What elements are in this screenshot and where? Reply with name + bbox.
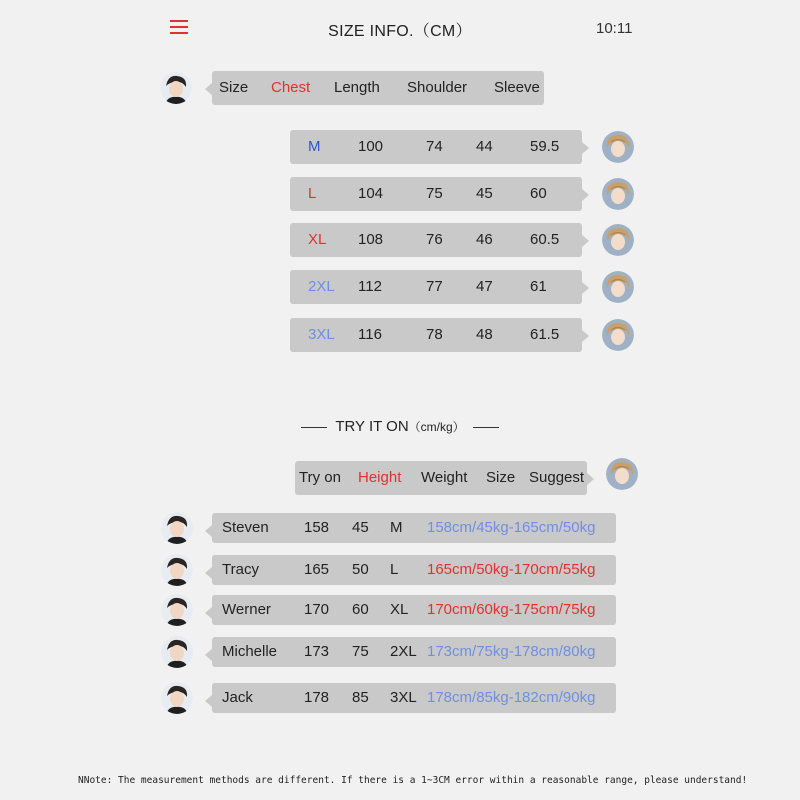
sleeve-value: 60 (530, 185, 547, 202)
try-header-size: Size (486, 469, 516, 486)
blonde-avatar-icon (606, 458, 638, 490)
person-name: Steven (222, 519, 269, 536)
blonde-avatar-icon (602, 271, 634, 303)
try-on-row (212, 595, 616, 625)
chest-value: 104 (358, 185, 384, 202)
blonde-avatar-icon (602, 224, 634, 256)
size-label: XL (308, 231, 327, 248)
person-size: XL (390, 601, 409, 618)
person-height: 178 (304, 689, 330, 706)
person-weight: 50 (352, 561, 369, 578)
dark-haired-avatar-icon (160, 72, 192, 104)
size-label: 2XL (308, 278, 335, 295)
dark-haired-avatar-icon (161, 636, 193, 668)
person-size: 3XL (390, 689, 417, 706)
page-title: SIZE INFO.（CM） (328, 23, 472, 40)
chest-value: 108 (358, 231, 384, 248)
person-name: Werner (222, 601, 271, 618)
person-suggest: 173cm/75kg-178cm/80kg (427, 643, 596, 660)
person-suggest: 158cm/45kg-165cm/50kg (427, 519, 596, 536)
person-height: 173 (304, 643, 330, 660)
size-header-sleeve: Sleeve (494, 79, 540, 96)
measurement-note: NNote: The measurement methods are different. If there is a 1~3CM error within a reasonable range, please understand! (78, 775, 748, 786)
try-header-suggest: Suggest (529, 469, 585, 486)
size-row (290, 223, 582, 257)
blonde-avatar-icon (602, 178, 634, 210)
person-suggest: 178cm/85kg-182cm/90kg (427, 689, 596, 706)
size-row (290, 270, 582, 304)
length-value: 74 (426, 138, 443, 155)
person-weight: 45 (352, 519, 369, 536)
size-label: L (308, 185, 317, 202)
size-header-length: Length (334, 79, 380, 96)
person-size: L (390, 561, 399, 578)
dark-haired-avatar-icon (161, 554, 193, 586)
person-height: 158 (304, 519, 330, 536)
length-value: 76 (426, 231, 443, 248)
person-suggest: 170cm/60kg-175cm/75kg (427, 601, 596, 618)
sleeve-value: 59.5 (530, 138, 560, 155)
person-size: 2XL (390, 643, 417, 660)
person-height: 165 (304, 561, 330, 578)
person-weight: 75 (352, 643, 369, 660)
size-row (290, 318, 582, 352)
shoulder-value: 47 (476, 278, 493, 295)
shoulder-value: 45 (476, 185, 493, 202)
sleeve-value: 60.5 (530, 231, 560, 248)
person-name: Tracy (222, 561, 259, 578)
person-name: Jack (222, 689, 253, 706)
try-header-height: Height (358, 469, 402, 486)
sleeve-value: 61 (530, 278, 547, 295)
person-weight: 85 (352, 689, 369, 706)
size-label: M (308, 138, 321, 155)
size-row (290, 130, 582, 164)
dark-haired-avatar-icon (161, 512, 193, 544)
try-on-title: TRY IT ON（cm/kg） (0, 418, 800, 435)
dark-haired-avatar-icon (161, 594, 193, 626)
size-label: 3XL (308, 326, 335, 343)
blonde-avatar-icon (602, 319, 634, 351)
try-on-header-bubble (295, 461, 587, 495)
size-header-shoulder: Shoulder (407, 79, 468, 96)
shoulder-value: 48 (476, 326, 493, 343)
try-on-row (212, 555, 616, 585)
try-on-row (212, 637, 616, 667)
sleeve-value: 61.5 (530, 326, 560, 343)
person-suggest: 165cm/50kg-170cm/55kg (427, 561, 596, 578)
length-value: 78 (426, 326, 443, 343)
chest-value: 112 (358, 278, 382, 295)
size-header-chest: Chest (271, 79, 311, 96)
size-header-bubble (212, 71, 544, 105)
chest-value: 100 (358, 138, 384, 155)
try-header-weight: Weight (421, 469, 468, 486)
try-on-row (212, 513, 616, 543)
dark-haired-avatar-icon (161, 682, 193, 714)
length-value: 75 (426, 185, 443, 202)
person-name: Michelle (222, 643, 278, 660)
shoulder-value: 44 (476, 138, 493, 155)
length-value: 77 (426, 278, 443, 295)
size-header-size: Size (219, 79, 249, 96)
size-row (290, 177, 582, 211)
try-header-tryon: Try on (299, 469, 341, 486)
try-on-row (212, 683, 616, 713)
status-time: 10:11 (596, 20, 633, 37)
chest-value: 116 (358, 326, 382, 343)
blonde-avatar-icon (602, 131, 634, 163)
person-height: 170 (304, 601, 330, 618)
shoulder-value: 46 (476, 231, 493, 248)
person-weight: 60 (352, 601, 369, 618)
person-size: M (390, 519, 403, 536)
